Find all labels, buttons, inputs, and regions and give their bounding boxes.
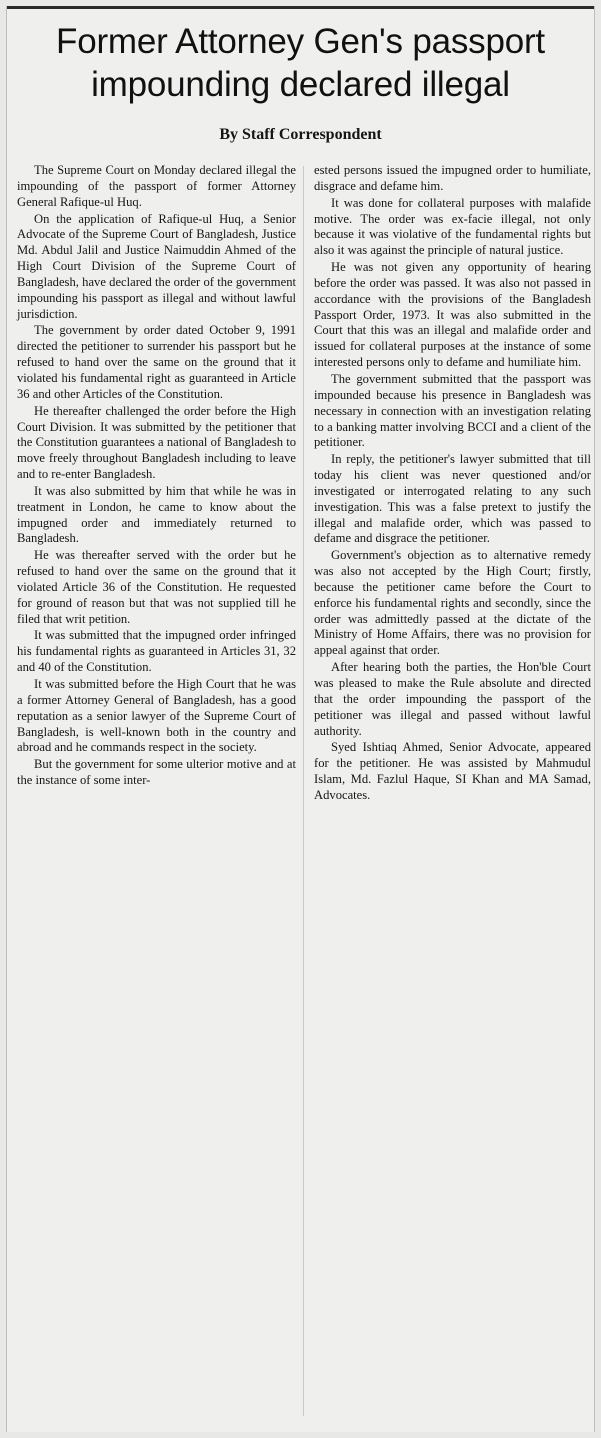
- paragraph: It was done for collateral purposes with malafide motive. The order was ex-facie illegal, not only because it was violative of the fundamental rights but also it was against the principle of natural justice.: [314, 195, 591, 258]
- newspaper-clipping: [6, 6, 595, 1432]
- paragraph: Syed Ishtiaq Ahmed, Senior Advocate, appeared for the petitioner. He was assisted by Mahmudul Islam, Md. Fazlul Haque, SI Khan and MA Samad, Advocates.: [314, 740, 591, 802]
- paragraph: It was also submitted by him that while he was in treatment in London, he came to know about the impugned order and immediately returned to Bangladesh.: [17, 483, 296, 546]
- paragraph: Government's objection as to alternative remedy was also not accepted by the High Court; firstly, because the petitioner came before the Court to enforce his fundamental rights and secondly, since the order was admittedly passed at the dictate of the Ministry of Home Affairs, there was no provision for appeal against that order.: [314, 548, 591, 658]
- headline-line-1: Former Attorney Gen's passport: [56, 22, 545, 61]
- paragraph: It was submitted that the impugned order infringed his fundamental rights as guaranteed in Articles 31, 32 and 40 of the Constitution.: [17, 628, 296, 675]
- paragraph: The government by order dated October 9, 1991 directed the petitioner to surrender his passport but he refused to hand over the same on the ground that it violated his fundamental right as guaranteed in Article 36 and other Articles of the Constitution.: [17, 323, 296, 401]
- left-column: [17, 163, 296, 789]
- paragraph: On the application of Rafique-ul Huq, a Senior Advocate of the Supreme Court of Bangladesh, Justice Md. Abdul Jalil and Justice Naimuddin Ahmed of the High Court Division of the Supreme Court of Bangladesh, have declared the order of the government impounding his passport as illegal and without lawful jurisdiction.: [17, 211, 296, 321]
- paragraph: After hearing both the parties, the Hon'ble Court was pleased to make the Rule absolute and directed that the order impounding the passport of the petitioner was illegal and passed without lawful authority.: [314, 660, 591, 738]
- headline: [11, 20, 590, 106]
- paragraph: It was submitted before the High Court that he was a former Attorney General of Bangladesh, has a good reputation as a senior lawyer of the Supreme Court of Bangladesh, is well-known both in the country and abroad and he commands respect in the society.: [17, 677, 296, 755]
- column-divider: [303, 166, 304, 1416]
- paragraph-continued: ested persons issued the impugned order to humiliate, disgrace and defame him.: [314, 163, 591, 193]
- paragraph: In reply, the petitioner's lawyer submitted that till today his client was never questioned and/or investigated or interrogated relating to any such investigation. This was a false pretext to justify the illegal and malafide order, which was passed to defame and disgrace the petitioner.: [314, 452, 591, 546]
- byline: By Staff Correspondent: [219, 126, 382, 143]
- paragraph: The Supreme Court on Monday declared illegal the impounding of the passport of former Attorney General Rafique-ul Huq.: [17, 163, 296, 209]
- top-rule: [7, 6, 594, 9]
- right-column: [314, 163, 591, 804]
- paragraph: The government submitted that the passport was impounded because his presence in Bangladesh was necessary in connection with an investigation relating to a banking matter involving BCCI and a client of the petitioner.: [314, 371, 591, 450]
- paragraph: He thereafter challenged the order before the High Court Division. It was submitted by the petitioner that the Constitution guarantees a national of Bangladesh to move freely throughout Bangladesh including to leave and to re-enter Bangladesh.: [17, 403, 296, 482]
- paragraph: But the government for some ulterior motive and at the instance of some inter-: [17, 757, 296, 788]
- headline-line-2: impounding declared illegal: [91, 65, 510, 104]
- paragraph: He was thereafter served with the order but he refused to hand over the same on the ground that it violated Article 36 of the Constitution. He requested for ground of reason but that was not supplied till he filed that writ petition.: [17, 548, 296, 626]
- paragraph: He was not given any opportunity of hearing before the order was passed. It was also not passed in accordance with the provisions of the Bangladesh Passport Order, 1973. It was also submitted in the Court that this was an illegal and malafide order and issued for collateral purposes at the instance of some interested persons only to defame and humiliate him.: [314, 260, 591, 370]
